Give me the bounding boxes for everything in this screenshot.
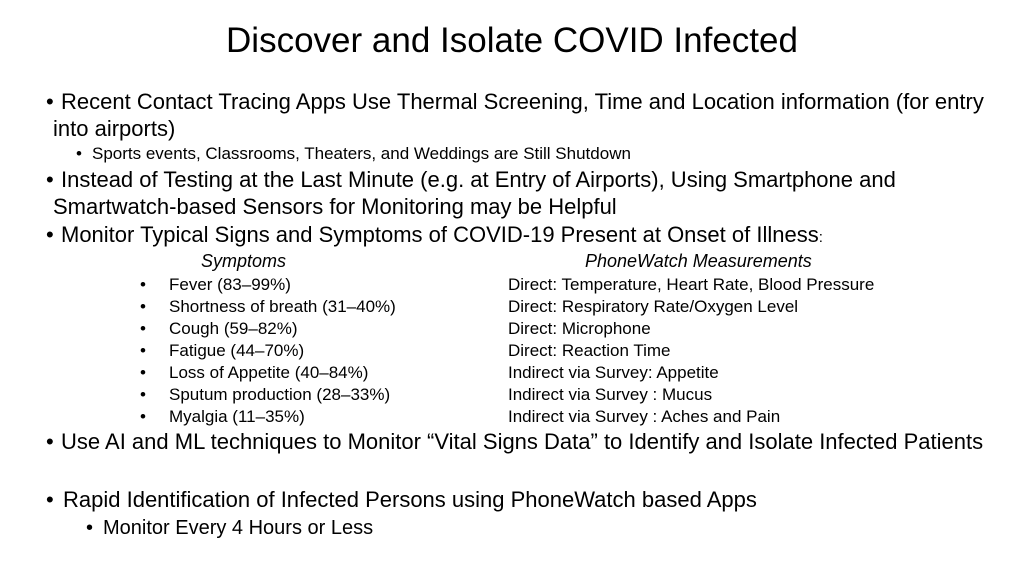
sub-bullet-monitor-frequency [86,516,986,540]
symptom-cell: Fatigue (44–70%) [169,341,305,360]
table-row [140,318,960,340]
symptom-cell: Sputum production (28–33%) [169,385,391,404]
bullet-text: Use AI and ML techniques to Monitor “Vital Signs Data” to Identify and Isolate Infected Patients [61,429,984,454]
bullet-dot-icon: • [46,487,54,512]
table-row [140,362,960,384]
bullet-text: Instead of Testing at the Last Minute (e.g. at Entry of Airports), Using Smartphone and Smartwatch-based Sensors for Monitoring may be Helpful [53,167,896,219]
symptom-cell: Myalgia (11–35%) [169,407,305,426]
bullet-dot-icon: • [140,297,146,316]
symptom-cell: Shortness of breath (31–40%) [169,297,396,316]
table-row [140,384,960,406]
measurement-cell: Direct: Respiratory Rate/Oxygen Level [508,297,799,316]
bullet-text: Monitor Typical Signs and Symptoms of COVID-19 Present at Onset of Illness [61,222,819,247]
measurements-column-header: PhoneWatch Measurements [585,251,812,271]
bullet-dot-icon: • [140,385,146,404]
bullet-dot-icon: • [140,341,146,360]
bullet-dot-icon: • [46,89,54,114]
table-row [140,340,960,362]
measurement-cell: Direct: Temperature, Heart Rate, Blood Pressure [508,275,875,294]
bullet-dot-icon: • [140,319,146,338]
measurement-cell: Indirect via Survey: Appetite [508,363,719,382]
bullet-text: Recent Contact Tracing Apps Use Thermal Screening, Time and Location information (for entry into airports) [53,89,984,141]
table-row [140,406,960,428]
symptom-cell: Fever (83–99%) [169,275,291,294]
bullet-dot-icon: • [86,517,94,539]
slide-title: Discover and Isolate COVID Infected [226,21,798,60]
bullet-dot-icon: • [140,407,146,426]
sub-bullet-text: Monitor Every 4 Hours or Less [103,517,374,539]
table-row [140,296,960,318]
symptom-cell: Cough (59–82%) [169,319,298,338]
symptom-cell: Loss of Appetite (40–84%) [169,363,369,382]
symptoms-column-header: Symptoms [201,251,287,271]
bullet-monitor-symptoms [46,221,986,251]
measurement-cell: Direct: Microphone [508,319,651,338]
measurement-cell: Indirect via Survey : Aches and Pain [508,407,781,426]
table-row [140,274,960,296]
bullet-dot-icon: • [76,144,82,163]
measurement-cell: Indirect via Survey : Mucus [508,385,713,404]
bullet-dot-icon: • [46,222,54,247]
bullet-contact-tracing [46,88,986,142]
bullet-dot-icon: • [140,275,146,294]
bullet-text: Rapid Identification of Infected Persons using PhoneWatch based Apps [63,487,757,512]
bullet-colon: : [818,229,823,246]
bullet-sensor-monitoring [46,166,986,220]
bullet-dot-icon: • [140,363,146,382]
sub-bullet-shutdown [76,144,976,164]
bullet-dot-icon: • [46,429,54,454]
bullet-dot-icon: • [46,167,54,192]
measurement-cell: Direct: Reaction Time [508,341,671,360]
bullet-rapid-identification [46,486,986,513]
sub-bullet-text: Sports events, Classrooms, Theaters, and Weddings are Still Shutdown [92,144,631,163]
bullet-ai-ml [46,428,986,455]
